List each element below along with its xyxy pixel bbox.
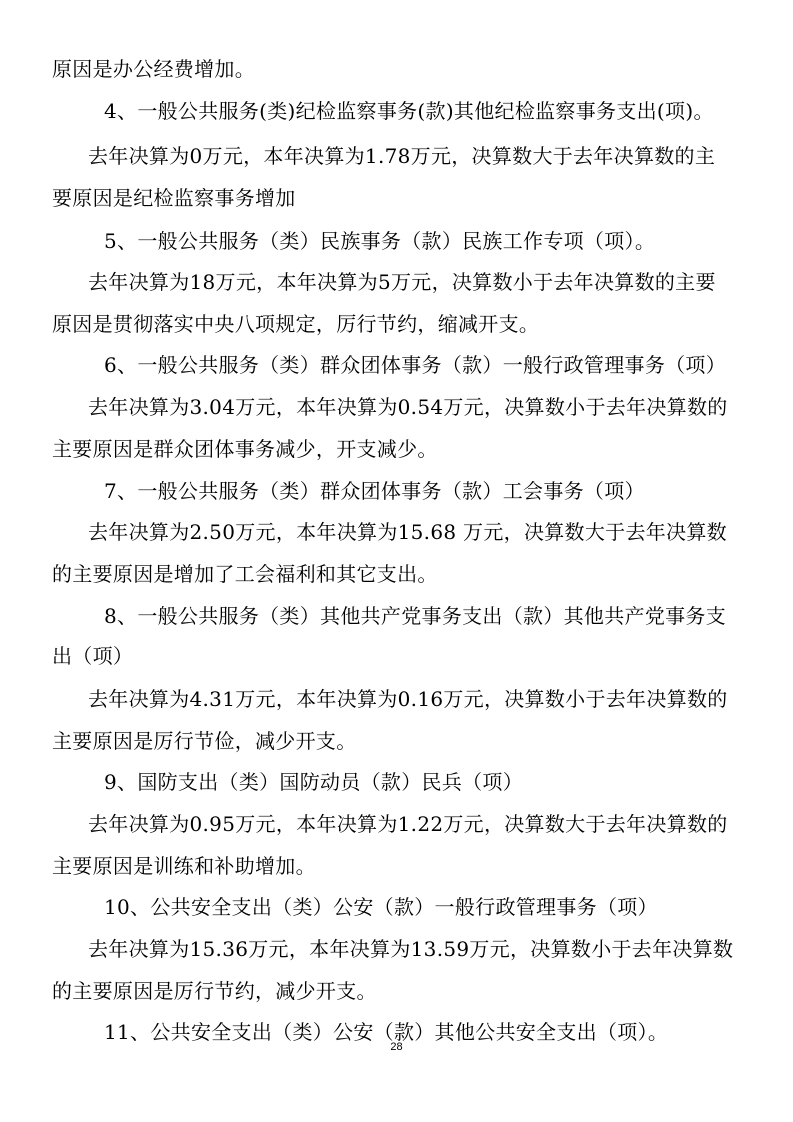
text-line: 去年决算为0.95万元，本年决算为1.22万元，决算数大于去年决算数的 [88,812,728,836]
text-line: 的主要原因是厉行节约，减少开支。 [52,979,377,1003]
item-heading: 5、一般公共服务（类）民族事务（款）民族工作专项（项）。 [104,229,656,253]
item-heading: 11、公共安全支出（类）公安（款）其他公共安全支出（项）。 [104,1020,669,1044]
text-line: 的主要原因是增加了工会福利和其它支出。 [52,562,438,586]
item-heading-continued: 出（项） [52,644,134,668]
text-line: 去年决算为3.04万元，本年决算为0.54万元，决算数小于去年决算数的 [88,395,728,419]
text-line: 原因是办公经费增加。 [52,57,255,81]
text-line: 原因是贯彻落实中央八项规定，厉行节约，缩减开支。 [52,312,540,336]
text-line: 去年决算为4.31万元，本年决算为0.16万元，决算数小于去年决算数的 [88,687,728,711]
text-line: 去年决算为2.50万元，本年决算为15.68 万元，决算数大于去年决算数 [88,520,727,544]
text-line: 主要原因是群众团体事务减少，开支减少。 [52,437,438,461]
text-line: 去年决算为0万元，本年决算为1.78万元，决算数大于去年决算数的主 [88,144,716,168]
text-line: 去年决算为15.36万元，本年决算为13.59万元，决算数小于去年决算数 [88,937,734,961]
text-line: 主要原因是厉行节俭，减少开支。 [52,729,357,753]
item-heading: 8、一般公共服务（类）其他共产党事务支出（款）其他共产党事务支 [104,604,727,628]
item-heading: 7、一般公共服务（类）群众团体事务（款）工会事务（项） [104,479,645,503]
text-line: 要原因是纪检监察事务增加 [52,186,296,210]
item-heading: 10、公共安全支出（类）公安（款）一般行政管理事务（项） [104,895,658,919]
item-heading: 6、一般公共服务（类）群众团体事务（款）一般行政管理事务（项） [104,353,727,377]
text-line: 去年决算为18万元，本年决算为5万元，决算数小于去年决算数的主要 [88,270,716,294]
text-line: 主要原因是训练和补助增加。 [52,854,316,878]
item-heading: 9、国防支出（类）国防动员（款）民兵（项） [104,770,524,794]
item-heading: 4、一般公共服务(类)纪检监察事务(款)其他纪检监察事务支出(项)。 [104,99,714,123]
page-number: 28 [390,1041,403,1053]
